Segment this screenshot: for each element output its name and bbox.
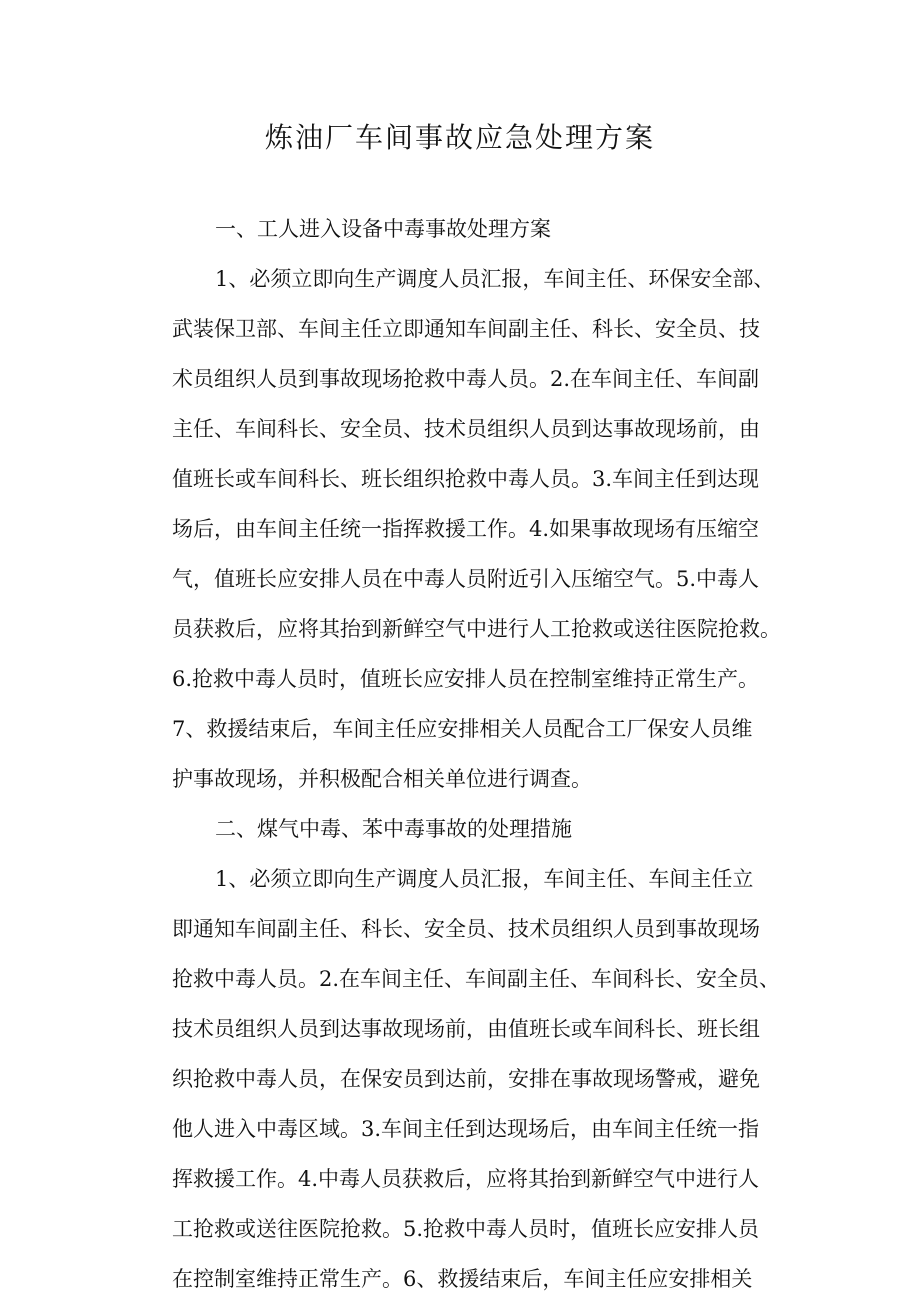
paragraph-line: 技术员组织人员到达事故现场前，由值班长或车间科长、班长组 <box>172 1017 760 1041</box>
paragraph-line: 护事故现场，并积极配合相关单位进行调查。 <box>172 767 592 791</box>
paragraph-line: 挥救援工作。4.中毒人员获救后，应将其抬到新鲜空气中进行人 <box>172 1167 760 1191</box>
paragraph-line: 在控制室维持正常生产。6、救援结束后，车间主任应安排相关 <box>172 1267 753 1291</box>
paragraph-line: 气，值班长应安排人员在中毒人员附近引入压缩空气。5.中毒人 <box>172 567 760 591</box>
paragraph-line: 员获救后，应将其抬到新鲜空气中进行人工抢救或送往医院抢救。 <box>172 617 781 641</box>
paragraph-line: 值班长或车间科长、班长组织抢救中毒人员。3.车间主任到达现 <box>172 467 760 491</box>
paragraph-line: 他人进入中毒区域。3.车间主任到达现场后，由车间主任统一指 <box>172 1117 760 1141</box>
paragraph-line: 1、必须立即向生产调度人员汇报，车间主任、环保安全部、 <box>215 267 775 291</box>
paragraph-line: 抢救中毒人员。2.在车间主任、车间副主任、车间科长、安全员、 <box>172 967 781 991</box>
paragraph-line: 1、必须立即向生产调度人员汇报，车间主任、车间主任立 <box>215 867 754 891</box>
paragraph-line: 即通知车间副主任、科长、安全员、技术员组织人员到事故现场 <box>172 917 760 941</box>
paragraph-line: 武装保卫部、车间主任立即通知车间副主任、科长、安全员、技 <box>172 317 760 341</box>
paragraph-line: 6.抢救中毒人员时，值班长应安排人员在控制室维持正常生产。 <box>172 667 760 691</box>
paragraph-line: 织抢救中毒人员，在保安员到达前，安排在事故现场警戒，避免 <box>172 1067 760 1091</box>
paragraph-line: 场后，由车间主任统一指挥救援工作。4.如果事故现场有压缩空 <box>172 517 760 541</box>
paragraph-line: 术员组织人员到事故现场抢救中毒人员。2.在车间主任、车间副 <box>172 367 760 391</box>
section-heading-1: 一、工人进入设备中毒事故处理方案 <box>215 217 551 241</box>
paragraph-line: 工抢救或送往医院抢救。5.抢救中毒人员时，值班长应安排人员 <box>172 1217 760 1241</box>
section-heading-2: 二、煤气中毒、苯中毒事故的处理措施 <box>215 817 572 841</box>
paragraph-line: 主任、车间科长、安全员、技术员组织人员到达事故现场前，由 <box>172 417 760 441</box>
document-title: 炼油厂车间事故应急处理方案 <box>264 121 655 154</box>
paragraph-line: 7、救援结束后，车间主任应安排相关人员配合工厂保安人员维 <box>172 717 753 741</box>
